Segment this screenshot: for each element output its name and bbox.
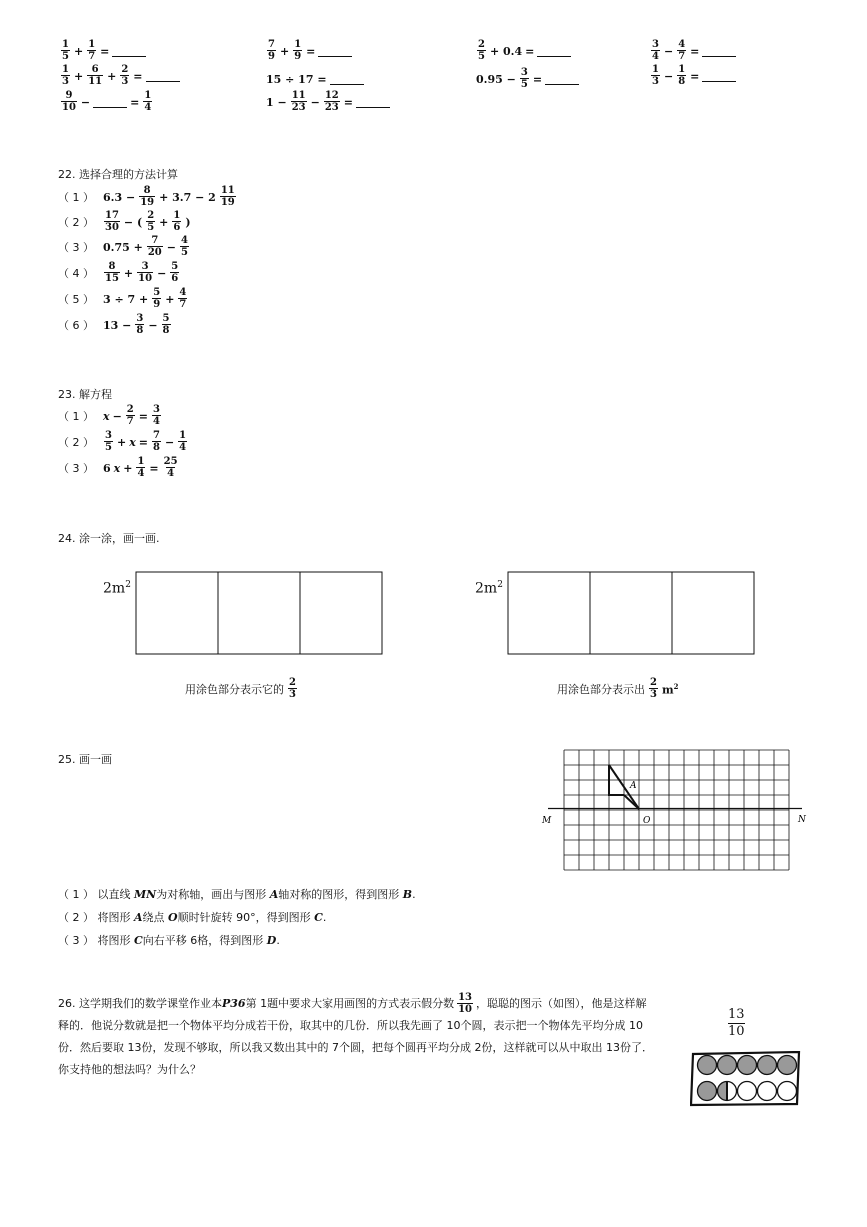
fraction: $\frac{12}{23}$ xyxy=(324,90,339,113)
q22-item-3: （ 3 ） 0.75 + $\frac{7}{20}$ − $\frac{4}{5}$ xyxy=(58,235,188,258)
fraction: $\frac{1}{7}$ xyxy=(88,39,96,62)
q26-line-3: 份．然后要取 13份，发现不够取，所以我又数出其中的 7个圆，把每个圆再平均分成 2份，这样就可以从中取出 13份了． xyxy=(58,1041,653,1054)
fraction: $\frac{3}{5}$ xyxy=(520,67,528,90)
circles-figure xyxy=(690,1051,802,1107)
q25-item-3: （ 3 ） 将图形 C向右平移 6格，得到图形 D. xyxy=(58,934,280,947)
fraction: $\frac{9}{10}$ xyxy=(62,90,76,113)
q26-line-4: 你支持他的想法吗？为什么？ xyxy=(58,1063,201,1076)
answer-blank[interactable] xyxy=(545,74,579,85)
rectangle-left[interactable] xyxy=(135,571,385,656)
fraction: $\frac{11}{23}$ xyxy=(291,90,306,113)
q23-item-1: （ 1 ） x − $\frac{2}{7}$ = $\frac{3}{4}$ xyxy=(58,404,160,427)
caption-left: 用涂色部分表示它的 $\frac{2}{3}$ xyxy=(185,677,296,700)
q22-item-4: （ 4 ） $\frac{8}{15}$ + $\frac{3}{10}$ − $\frac{5}{6}$ xyxy=(58,261,179,284)
fraction: $\frac{2}{5}$ xyxy=(478,39,485,62)
label-o: O xyxy=(643,816,651,826)
q21-item-9: $\frac{9}{10}$ − = $\frac{1}{4}$ xyxy=(62,90,152,113)
answer-blank[interactable] xyxy=(356,97,390,108)
q21-item-6: 15 ÷ 17 = xyxy=(266,73,364,86)
q22-item-5: （ 5 ） 3 ÷ 7 + $\frac{5}{9}$ + $\frac{4}{7}$ xyxy=(58,287,187,310)
q22-item-6: （ 6 ） 13 − $\frac{3}{8}$ − $\frac{5}{8}$ xyxy=(58,313,170,336)
area-label-left: $2m^2$ xyxy=(103,580,131,597)
q22-item-2: （ 2 ） $\frac{17}{30}$ − ( $\frac{2}{5}$ + $\frac{1}{6}$ ) xyxy=(58,210,191,233)
q23-item-3: （ 3 ） 6 x + $\frac{1}{4}$ = $\frac{25}{4}$ xyxy=(58,456,178,479)
answer-blank[interactable] xyxy=(146,71,180,82)
q25-title: 25. 画一画 xyxy=(58,753,112,766)
q21-item-7: 0.95 − $\frac{3}{5}$ = xyxy=(476,68,579,90)
circle-filled xyxy=(778,1056,797,1075)
q25-item-2: （ 2 ） 将图形 A绕点 O顺时针旋转 90°，得到图形 C. xyxy=(58,911,327,924)
fraction: $\frac{6}{11}$ xyxy=(88,64,103,87)
answer-blank[interactable] xyxy=(112,46,146,57)
caption-right: 用涂色部分表示出 $\frac{2}{3}$ $m^2$ xyxy=(557,677,679,700)
area-label-right: $2m^2$ xyxy=(475,580,503,597)
q22-item-1: （ 1 ） 6.3 − $\frac{8}{19}$ + 3.7 − 2 $\frac{11}{19}$ xyxy=(58,185,235,208)
circle-empty xyxy=(738,1082,757,1101)
label-a: A xyxy=(630,781,637,791)
fraction: $\frac{1}{9}$ xyxy=(294,39,302,62)
label-m: M xyxy=(542,816,552,826)
fraction: $\frac{1}{5}$ xyxy=(62,39,69,62)
answer-blank[interactable] xyxy=(318,46,352,57)
circle-filled xyxy=(698,1082,717,1101)
q21-item-4: $\frac{3}{4}$ − $\frac{4}{7}$ = xyxy=(650,40,736,62)
answer-blank[interactable] xyxy=(537,46,571,57)
q26-line-1: 26. 这学期我们的数学课堂作业本 P36 第 1题中要求大家用画图的方式表示假分数 $\frac{13}{10}$ ，聪聪的图示（如图），他是这样解 xyxy=(58,992,647,1015)
circle-empty xyxy=(778,1082,797,1101)
fraction: $\frac{7}{9}$ xyxy=(268,39,275,62)
fraction: $\frac{1}{4}$ xyxy=(144,90,152,113)
q22-title: 22. 选择合理的方法计算 xyxy=(58,168,178,181)
figure-fraction: 13 10 xyxy=(728,1007,745,1039)
q23-item-2: （ 2 ） $\frac{3}{5}$ + x = $\frac{7}{8}$ − $\frac{1}{4}$ xyxy=(58,430,187,453)
fraction: $\frac{3}{4}$ xyxy=(652,39,659,62)
fraction: $\frac{1}{3}$ xyxy=(652,64,659,87)
q24-title: 24. 涂一涂，画一画. xyxy=(58,532,160,545)
circle-empty xyxy=(758,1082,777,1101)
circle-filled xyxy=(738,1056,757,1075)
q21-item-1: $\frac{1}{5}$ + $\frac{1}{7}$ = xyxy=(60,40,146,62)
label-n: N xyxy=(798,815,806,825)
q23-title: 23. 解方程 xyxy=(58,388,112,401)
answer-blank[interactable] xyxy=(702,71,736,82)
answer-blank[interactable] xyxy=(330,74,364,85)
q21-item-3: $\frac{2}{5}$ + 0.4 = xyxy=(476,40,571,62)
fraction: $\frac{1}{8}$ xyxy=(678,64,686,87)
circle-filled xyxy=(698,1056,717,1075)
q21-item-10: 1 − $\frac{11}{23}$ − $\frac{12}{23}$ = xyxy=(266,91,390,113)
fraction: $\frac{1}{3}$ xyxy=(62,64,69,87)
circle-filled xyxy=(758,1056,777,1075)
fraction: $\frac{2}{3}$ xyxy=(121,64,129,87)
circle-filled xyxy=(718,1056,737,1075)
answer-blank[interactable] xyxy=(702,46,736,57)
grid-figure[interactable] xyxy=(538,745,808,873)
answer-blank[interactable] xyxy=(93,97,127,108)
q25-item-1: （ 1 ） 以直线 MN为对称轴，画出与图形 A轴对称的图形，得到图形 B. xyxy=(58,888,416,901)
q21-item-2: $\frac{7}{9}$ + $\frac{1}{9}$ = xyxy=(266,40,352,62)
q21-item-5: $\frac{1}{3}$ + $\frac{6}{11}$ + $\frac{2}{3}$ = xyxy=(60,65,180,87)
fraction: $\frac{4}{7}$ xyxy=(678,39,686,62)
q26-paragraph xyxy=(58,993,678,1081)
q21-item-8: $\frac{1}{3}$ − $\frac{1}{8}$ = xyxy=(650,65,736,87)
q26-line-2: 释的．他说分数就是把一个物体平均分成若干份，取其中的几份．所以我先画了 10个圆，表示把一个物体先平均分成 10 xyxy=(58,1019,643,1032)
rectangle-right[interactable] xyxy=(507,571,757,656)
